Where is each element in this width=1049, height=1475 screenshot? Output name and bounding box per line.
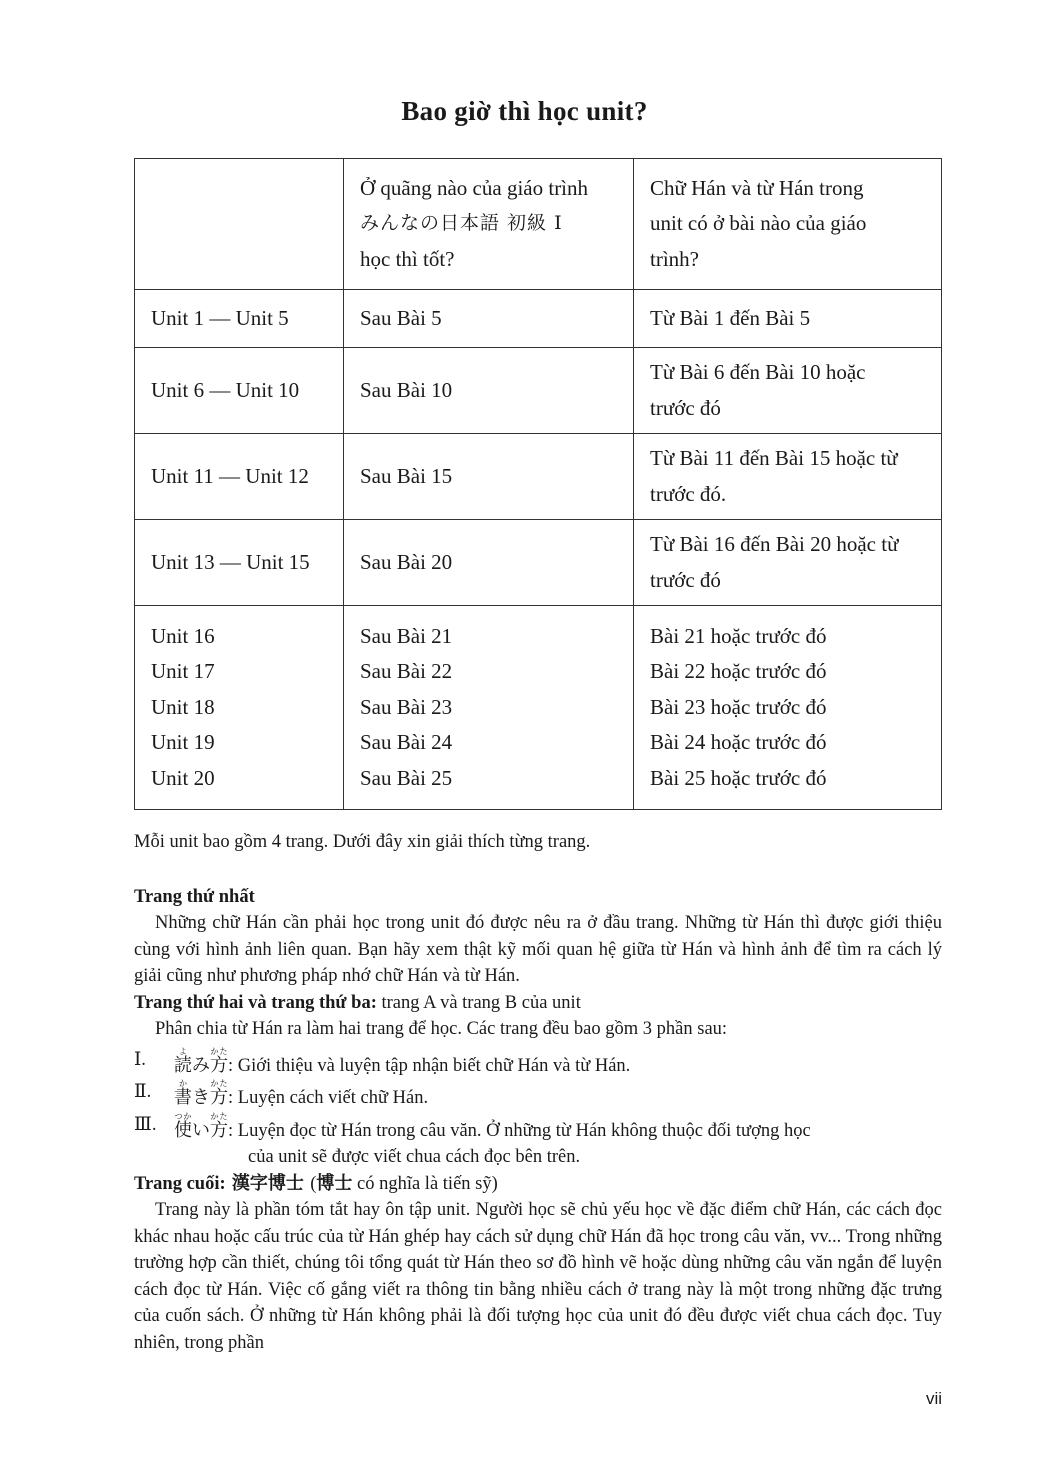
where-text: Từ Bài 6 đến Bài 10 hoặc [650,360,866,384]
furigana: かた [210,1111,228,1121]
unit-cell [135,606,344,810]
when-text: Sau Bài 22 [360,659,453,684]
table-row [135,520,942,606]
header-where-line: trình? [650,246,699,271]
where-text: Bài 21 hoặc trước đó [650,623,827,648]
where-text: Bài 24 hoặc trước đó [650,730,827,755]
kanji-char: 読 [174,1054,192,1076]
unit-cell [135,434,344,520]
page1-heading: Trang thứ nhất [134,886,255,907]
header-where-line: Chữ Hán và từ Hán trong [650,175,864,200]
last-page-paren-jp: 博士 [316,1172,353,1194]
kanji-term [174,1046,228,1076]
header-when-line: Ở quãng nào của giáo trình [360,175,589,200]
when-text: Sau Bài 5 [360,305,442,330]
list-item-text-continued: của unit sẽ được viết chua cách đọc bên trên. [248,1147,581,1167]
page-title: Bao giờ thì học unit? [401,96,648,126]
kanji-char: 書 [174,1087,192,1108]
when-cell [344,434,634,520]
roman-numeral: Ⅱ. [134,1082,152,1102]
list-item-text-wrap [174,1079,428,1112]
where-cell [634,606,942,810]
when-text: Sau Bài 23 [360,694,453,719]
when-cell [344,348,634,434]
when-cell [344,606,634,810]
kanji-char: 方 [210,1119,228,1141]
unit-cell [135,290,344,348]
page2-paragraph: Phân chia từ Hán ra làm hai trang để học. Các trang đều bao gồm 3 phần sau: [155,1019,728,1039]
list-item [134,1047,942,1080]
list-item [134,1112,942,1171]
furigana: よ [174,1046,192,1056]
furigana: かた [210,1046,228,1056]
where-cell [634,434,942,520]
header-when-cell [344,159,634,290]
when-cell [344,520,634,606]
where-text: Từ Bài 1 đến Bài 5 [650,305,811,330]
furigana: かた [210,1079,228,1088]
furigana: か [174,1079,192,1088]
where-cell [634,290,942,348]
last-page-paren-rest: có nghĩa là tiến sỹ) [352,1173,498,1194]
table-row [135,348,942,434]
list-item-text-wrap [174,1112,811,1171]
list-item-text: : Luyện đọc từ Hán trong câu văn. Ở những từ Hán không thuộc đối tượng học [228,1120,811,1141]
page1-paragraph: Những chữ Hán cần phải học trong unit đó được nêu ra ở đầu trang. Những từ Hán thì được giới thiệu cùng với hình ảnh liên quan. Bạn hãy xem thật kỹ mối quan hệ giữa từ Hán và hình ảnh để tìm ra cách lý giải cũng như phương pháp nhớ chữ Hán và từ Hán. [134,913,942,986]
page2-heading-line [134,990,942,1017]
unit-range: Unit 13 — Unit 15 [151,549,310,574]
table-row [135,606,942,810]
kana-char: い [192,1119,210,1141]
last-page-heading: Trang cuối: [134,1173,226,1194]
intro-paragraph: Mỗi unit bao gồm 4 trang. Dưới đây xin giải thích từng trang. [134,832,591,852]
where-text: Từ Bài 11 đến Bài 15 hoặc từ [650,446,898,470]
kanji-char: 使 [174,1119,192,1141]
unit-label: Unit 18 [151,694,215,719]
when-text: Sau Bài 20 [360,549,453,574]
when-text: Sau Bài 25 [360,765,453,790]
unit-label: Unit 17 [151,659,215,684]
furigana: つか [174,1111,192,1121]
when-text: Sau Bài 21 [360,623,453,648]
list-item-text: : Giới thiệu và luyện tập nhận biết chữ Hán và từ Hán. [228,1055,631,1076]
where-text: Bài 22 hoặc trước đó [650,659,827,684]
unit-range: Unit 11 — Unit 12 [151,463,309,488]
kana-char: み [192,1054,210,1076]
where-text: trước đó [650,395,721,420]
unit-cell [135,348,344,434]
when-cell [344,290,634,348]
when-text: Sau Bài 15 [360,463,453,488]
unit-range: Unit 1 — Unit 5 [151,305,289,330]
kanji-term [174,1111,228,1141]
page2-heading-rest: trang A và trang B của unit [376,992,581,1013]
header-empty-cell [135,159,344,290]
table-row [135,434,942,520]
table-row [135,290,942,348]
page-number: vii [925,1389,942,1408]
table-header-row [135,159,942,290]
header-when-line: みんなの日本語 初級 I [360,212,563,235]
where-cell [634,348,942,434]
last-page-paren-open: ( [310,1173,317,1194]
where-text: Từ Bài 16 đến Bài 20 hoặc từ [650,532,899,556]
header-where-line: unit có ở bài nào của giáo [650,211,867,236]
body-text [134,829,942,1356]
unit-range: Unit 6 — Unit 10 [151,377,300,402]
page2-heading: Trang thứ hai và trang thứ ba: [134,992,377,1013]
kanji-char: 方 [210,1054,228,1076]
where-text: trước đó. [650,481,727,506]
when-text: Sau Bài 24 [360,730,453,755]
roman-numeral: Ⅲ. [134,1114,157,1135]
kanji-char: 方 [210,1087,228,1108]
list-item-text: : Luyện cách viết chữ Hán. [228,1088,429,1108]
roman-numeral: Ⅰ. [134,1049,146,1070]
schedule-table [134,158,942,810]
where-text: Bài 25 hoặc trước đó [650,765,827,790]
unit-label: Unit 19 [151,730,215,755]
last-page-paragraph: Trang này là phần tóm tắt hay ôn tập unit. Người học sẽ chủ yếu học về đặc điểm chữ Hán, các cách đọc khác nhau hoặc cấu trúc của từ Hán ghép hay cách sử dụng chữ Hán đã học trong câu văn, vv... Trong những trường hợp cần thiết, chúng tôi tổng quát từ Hán theo sơ đồ hình vẽ hoặc dùng những câu văn ngắn để luyện cách đọc từ Hán. Việc cố gắng viết ra thông tin bằng nhiều cách ở trang này là một trong những đặc trưng của cuốn sách. Ở những từ Hán không phải là đối tượng học của unit đó đều được viết chua cách đọc. Tuy nhiên, trong phần [134,1200,942,1353]
unit-label: Unit 20 [151,765,215,790]
kanji-term [174,1079,228,1108]
unit-label: Unit 16 [151,623,215,648]
unit-cell [135,520,344,606]
header-where-cell [634,159,942,290]
list-item [134,1079,942,1112]
list-item-text-wrap [174,1047,630,1080]
where-cell [634,520,942,606]
last-page-heading-jp: 漢字博士 [225,1172,311,1194]
last-page-heading-line [134,1171,942,1198]
where-text: trước đó [650,567,721,592]
where-text: Bài 23 hoặc trước đó [650,694,827,719]
kana-char: き [192,1087,210,1108]
header-when-line: học thì tốt? [360,246,455,271]
when-text: Sau Bài 10 [360,377,453,402]
